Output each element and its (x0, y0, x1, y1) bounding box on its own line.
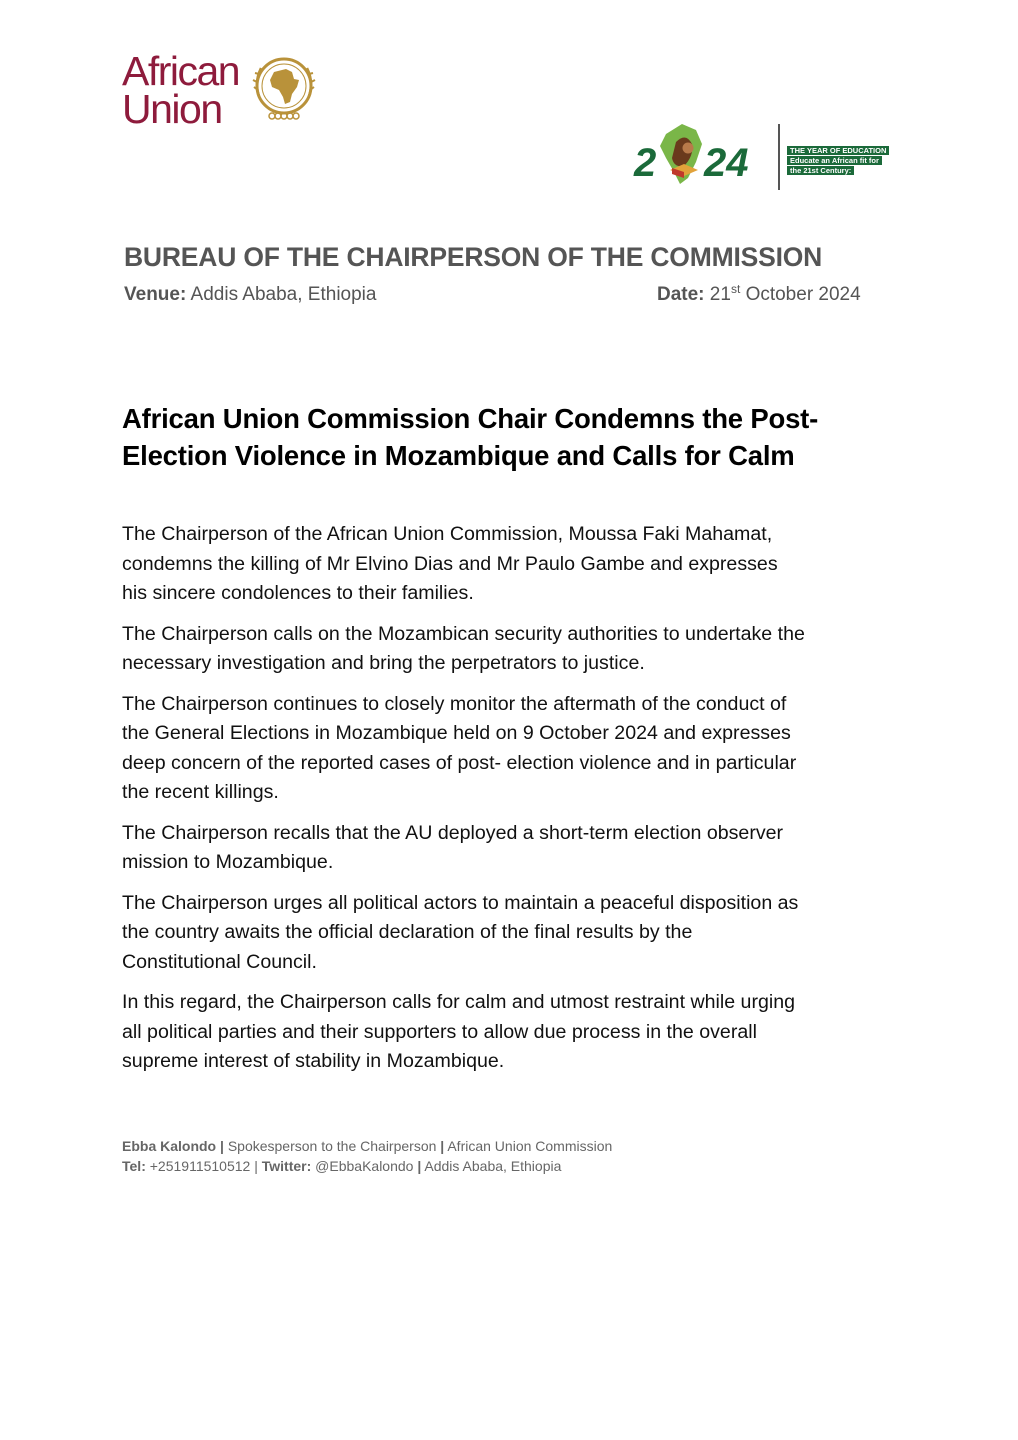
year-2024-emblem-icon (632, 118, 772, 194)
year-of-education-badge (632, 118, 902, 194)
spokesperson-name: Ebba Kalondo (122, 1138, 217, 1154)
african-union-logo (122, 48, 322, 132)
body-paragraph: The Chairperson continues to closely monitor the aftermath of the conduct of the General Elections in Mozambique held on 9 October 2024 and expresses deep concern of the reported cases of post- election violence and in particular the recent killings. (122, 692, 797, 803)
body-paragraph: The Chairperson recalls that the AU deployed a short-term election observer mission to Mozambique. (122, 821, 784, 873)
spokesperson-role: Spokesperson to the Chairperson (227, 1138, 437, 1154)
venue-value: Addis Ababa, Ethiopia (190, 284, 377, 305)
date-ordinal: st (730, 282, 741, 296)
svg-text:2: 2 (634, 141, 657, 185)
tel-value: +251911510512 (149, 1158, 251, 1174)
footer-location: Addis Ababa, Ethiopia (424, 1158, 562, 1174)
date-line (657, 284, 861, 306)
footer-line-1: Ebba Kalondo | Spokesperson to the Chairperson | African Union Commission (122, 1138, 613, 1154)
footer-line-2: Tel: +251911510512 | Twitter: @EbbaKalondo | Addis Ababa, Ethiopia (122, 1158, 562, 1174)
date-day: 21 (709, 284, 731, 305)
twitter-label: Twitter: (261, 1158, 312, 1174)
body-paragraph: The Chairperson calls on the Mozambican security authorities to undertake the necessary investigation and bring the perpetrators to justice. (122, 622, 805, 674)
year-of-education-tagline: THE YEAR OF EDUCATION Educate an African fit for the 21st Century: (787, 146, 899, 176)
badge-divider (778, 124, 780, 190)
logo-wordmark: African Union (122, 48, 240, 132)
date-rest: October 2024 (745, 284, 861, 305)
press-release-headline: African Union Commission Chair Condemns the Post- Election Violence in Mozambique and Calls for Calm (122, 403, 819, 471)
organization: African Union Commission (447, 1138, 613, 1154)
au-emblem-icon (250, 52, 322, 124)
date-label: Date: (657, 284, 705, 305)
tel-label: Tel: (122, 1158, 146, 1174)
contact-footer (122, 1136, 612, 1176)
body-paragraph: The Chairperson of the African Union Commission, Moussa Faki Mahamat, condemns the killing of Mr Elvino Dias and Mr Paulo Gambe and expresses his sincere condolences to their families. (122, 523, 778, 604)
bureau-heading: BUREAU OF THE CHAIRPERSON OF THE COMMISSION (124, 242, 823, 272)
press-release-body (122, 520, 912, 1088)
svg-text:24: 24 (704, 141, 749, 185)
body-paragraph: The Chairperson urges all political actors to maintain a peaceful disposition as the country awaits the official declaration of the final results by the Constitutional Council. (122, 891, 799, 973)
body-paragraph: In this regard, the Chairperson calls for calm and utmost restraint while urging all political parties and their supporters to allow due process in the overall supreme interest of stability in Mozambique. (122, 991, 796, 1072)
venue-label: Venue: (124, 284, 187, 305)
venue-line (124, 284, 376, 306)
twitter-handle: @EbbaKalondo (315, 1158, 414, 1174)
